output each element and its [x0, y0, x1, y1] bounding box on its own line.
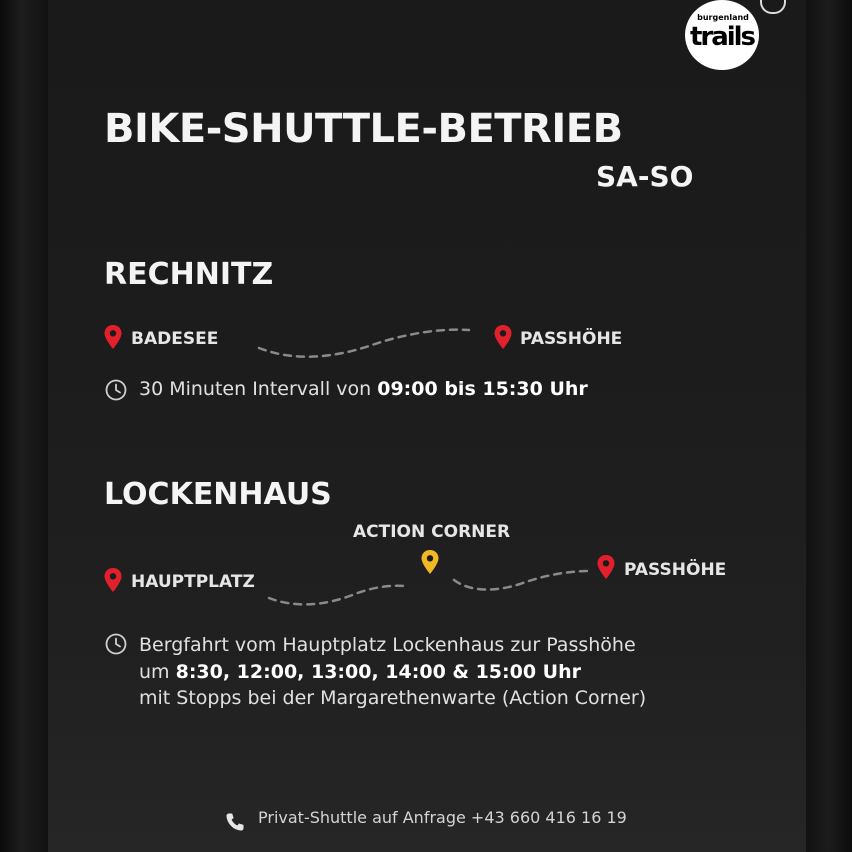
logo-main-text: trails — [689, 22, 755, 52]
lockenhaus-schedule-text — [139, 632, 646, 712]
burgenland-trails-logo — [685, 0, 759, 70]
location-pin-icon — [104, 568, 122, 592]
section-heading-lockenhaus: LOCKENHAUS — [104, 477, 332, 512]
logo-top-text: burgenland — [697, 13, 749, 22]
schedule-line-3: mit Stopps bei der Margarethenwarte (Action Corner) — [139, 687, 647, 709]
section-heading-rechnitz: RECHNITZ — [104, 257, 274, 292]
location-pin-icon — [104, 325, 122, 349]
route-line-lockenhaus-1 — [265, 576, 410, 610]
stop-badesee: BADESEE — [131, 329, 219, 349]
schedule-times: 8:30, 12:00, 13:00, 14:00 & 15:00 Uhr — [175, 660, 582, 683]
location-pin-icon — [597, 555, 615, 579]
page-title: BIKE-SHUTTLE-BETRIEB — [104, 106, 623, 152]
clock-icon — [105, 379, 127, 401]
schedule-line-2-prefix: um — [139, 660, 176, 683]
stop-passhoehe-lockenhaus: PASSHÖHE — [624, 560, 727, 580]
route-line-lockenhaus-2 — [450, 564, 595, 596]
interval-times: 09:00 bis 15:30 Uhr — [377, 378, 588, 400]
schedule-line-1: Bergfahrt vom Hauptplatz Lockenhaus zur Passhöhe — [139, 634, 636, 656]
interval-prefix: 30 Minuten Intervall von — [139, 378, 378, 400]
phone-icon — [224, 811, 246, 833]
location-pin-icon — [494, 325, 512, 349]
location-pin-icon — [421, 550, 439, 574]
stop-action-corner-label: ACTION CORNER — [353, 522, 511, 542]
background-blur-right — [806, 0, 852, 852]
private-shuttle-contact: Privat-Shuttle auf Anfrage +43 660 416 16 19 — [258, 808, 627, 827]
rechnitz-interval-text — [139, 378, 588, 400]
stop-hauptplatz: HAUPTPLATZ — [131, 572, 255, 592]
stop-passhoehe-rechnitz: PASSHÖHE — [520, 329, 623, 349]
schedule-line-2 — [139, 659, 646, 686]
clock-icon — [105, 633, 127, 655]
page-subtitle: SA-SO — [596, 160, 694, 193]
route-line-rechnitz — [255, 322, 475, 364]
background-blur-left — [0, 0, 48, 852]
